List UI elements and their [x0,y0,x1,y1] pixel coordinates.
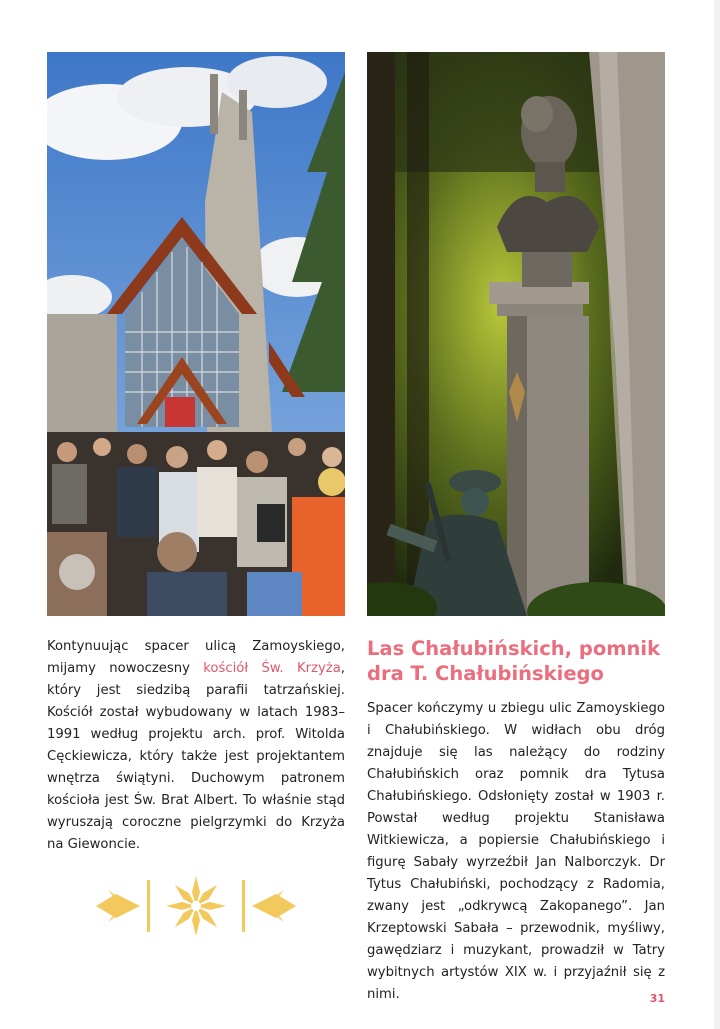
church-photo [47,52,345,616]
section-title: Las Chałubińskich, pomnik dra T. Chałubińskiego [367,637,661,685]
church-description [47,636,345,856]
church-name-highlight: kościół Św. Krzyża [203,661,341,676]
page-number: 31 [649,992,665,1005]
folk-star-ornament-icon [86,872,306,940]
church-paragraph [47,636,345,856]
monument-description [367,698,665,1006]
paragraph-intro: Kontynuując spacer ulicą Zamoyskiego, mijamy nowoczesny [47,639,345,676]
page-edge [714,0,720,1029]
monument-photo [367,52,665,616]
paragraph-rest: , który jest siedzibą parafii tatrzańskiej. Kościół został wybudowany w latach 1983–1991 według projektu arch. prof. Witolda Cęckiewicza, który także jest projektantem wnętrza świątyni. Duchowym patronem kościoła jest Św. Brat Albert. To właśnie stąd wyruszają coroczne pielgrzymki do Krzyża na Giewoncie. [47,661,345,852]
monument-paragraph: Spacer kończymy u zbiegu ulic Zamoyskiego i Chałubińskiego. W widłach obu dróg znajduje się las należący do rodziny Chałubińskich oraz pomnik dra Tytusa Chałubińskiego. Odsłonięty został w 1903 r. Powstał według projektu Stanisława Witkiewicza, a popiersie Chałubińskiego i figurę Sabały wyrzeźbił Jan Nalborczyk. Dr Tytus Chałubiński, pochodzący z Radomia, zwany jest „odkrywcą Zakopanego”. Jan Krzeptowski Sabała – przewodnik, myśliwy, gawędziarz i muzykant, prowadził w Tatry wybitnych artystów XIX w. i przyjaźnił się z nimi. [367,701,665,1002]
